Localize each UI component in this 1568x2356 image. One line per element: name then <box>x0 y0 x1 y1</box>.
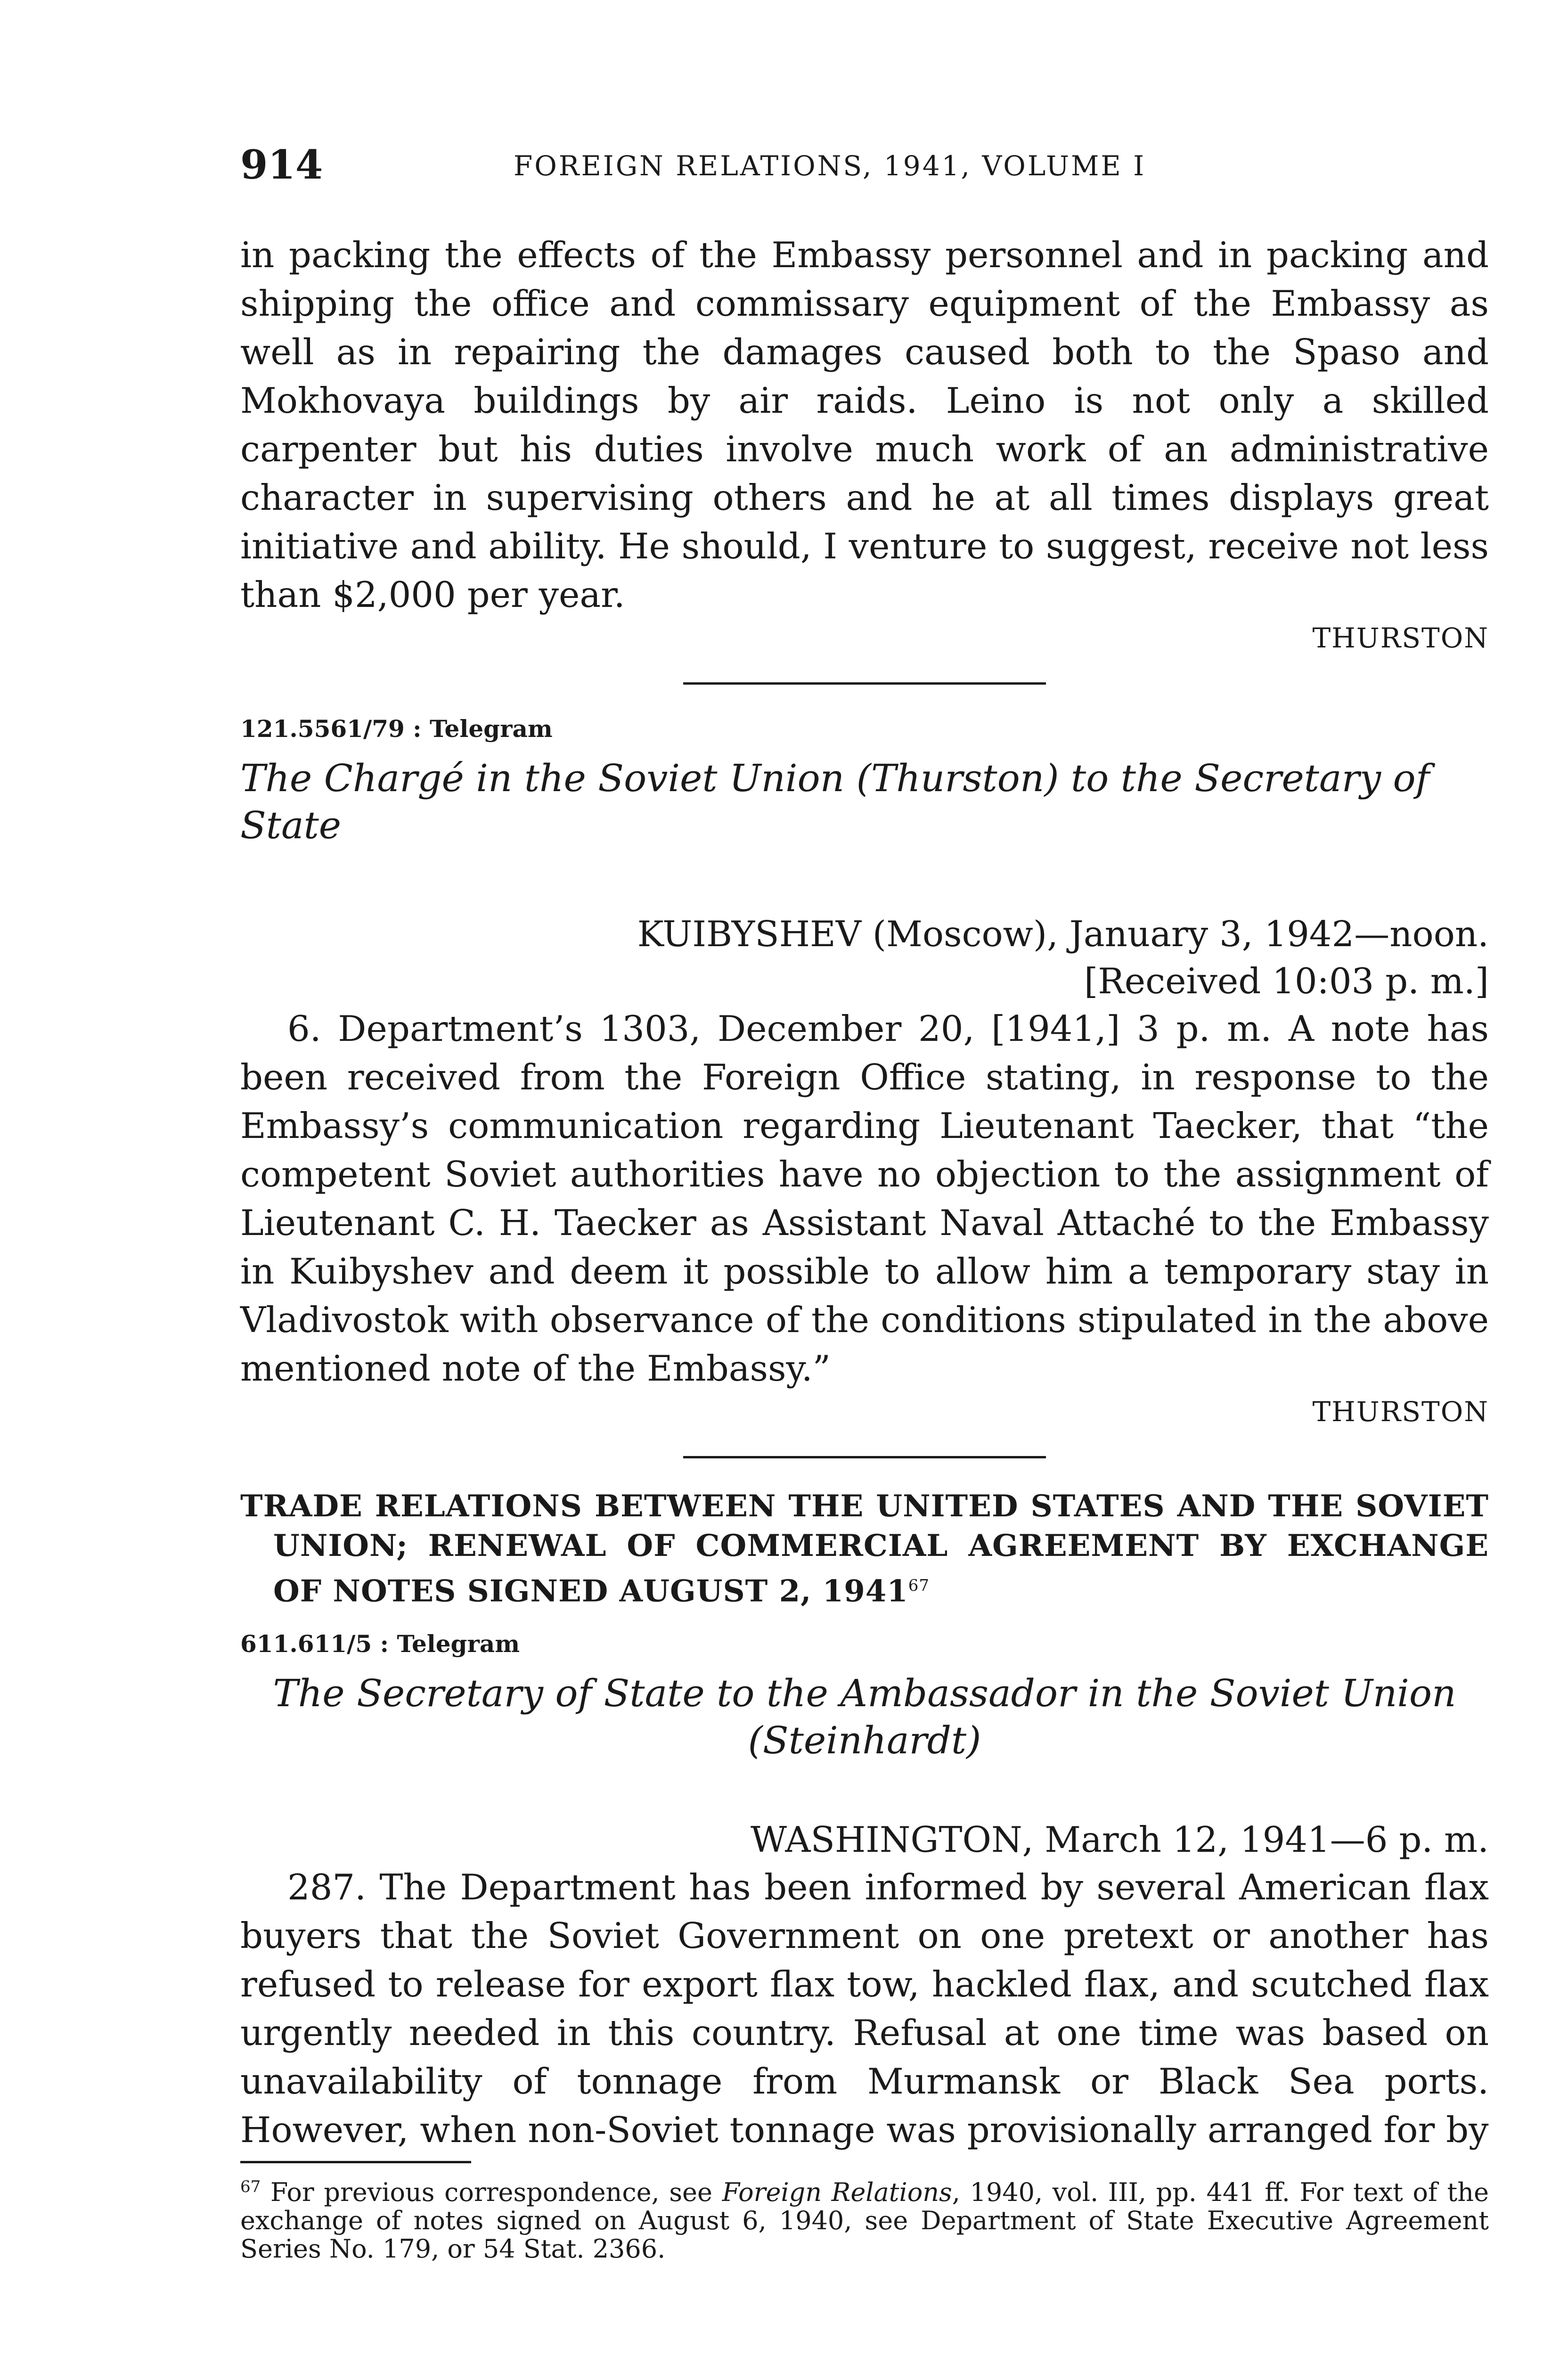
signature: THURSTON <box>1312 622 1489 654</box>
running-head <box>240 141 1489 193</box>
section-divider <box>683 1456 1046 1458</box>
file-reference: 611.611/5 : Telegram <box>240 1630 520 1658</box>
page-number: 914 <box>240 141 323 188</box>
running-title: FOREIGN RELATIONS, 1941, VOLUME I <box>514 150 1146 182</box>
footnote-divider <box>240 2161 471 2163</box>
dateline-date: , March 12, 1941—6 p. m. <box>1022 1819 1489 1861</box>
footnote <box>240 2173 1489 2263</box>
footnote-marker: 67 <box>240 2177 261 2197</box>
dateline-place: WASHINGTON <box>751 1819 1022 1861</box>
footnote-italic-title: Foreign Relations <box>722 2177 952 2208</box>
document-title: The Chargé in the Soviet Union (Thurston) to the Secretary of State <box>240 756 1430 847</box>
section-divider <box>683 682 1046 685</box>
dateline-date: (Moscow), January 3, 1942—noon. <box>861 913 1489 955</box>
telegram-body: 287. The Department has been informed by several American flax buyers that the Soviet Government on one pretext or another has refused to release for export flax tow, hackled flax, and scutched flax urgently needed in this country. Refusal at one time was based on unavailability of tonnage from Murmansk or Black Sea ports. However, when non-Soviet tonnage was provisionally arranged for by <box>240 1866 1489 2151</box>
main-column <box>240 231 1489 2263</box>
file-reference: 121.5561/79 : Telegram <box>240 715 553 743</box>
dateline <box>240 1816 1489 1863</box>
dateline-place: KUIBYSHEV <box>637 913 861 955</box>
telegram-body: 6. Department’s 1303, December 20, [1941,] 3 p. m. A note has been received from the Foreign Office stating, in response to the Embassy’s communication regarding Lieutenant Taecker, that “the competent Soviet authorities have no objection to the assignment of Lieutenant C. H. Taecker as Assistant Naval Attaché to the Embassy in Kuibyshev and deem it possible to allow him a temporary stay in Vladivostok with observance of the conditions stipulated in the above mentioned note of the Embassy.” <box>240 1008 1489 1389</box>
dateline <box>240 910 1489 957</box>
footnote-text-start: For previous correspondence, see <box>270 2177 722 2208</box>
footnote-reference: 67 <box>908 1576 930 1595</box>
signature: THURSTON <box>1312 1396 1489 1428</box>
section-heading <box>240 1487 1489 1611</box>
document-title <box>240 1670 1489 1764</box>
document-title-line2: (Steinhardt) <box>748 1718 981 1763</box>
section-heading-text: TRADE RELATIONS BETWEEN THE UNITED STATES AND THE SOVIET UNION; RENEWAL OF COMMERCIAL AGREEMENT BY EXCHANGE OF NOTES SIGNED AUGUST 2, 1941 <box>240 1489 1489 1609</box>
footnote-text-end: , 1940, vol. III, pp. 441 ff. For text of the exchange of notes signed on August 6, 1940, see Department of State Executive Agreement Series No. 179, or 54 Stat. 2366. <box>240 2177 1489 2264</box>
continuation-paragraph: in packing the effects of the Embassy personnel and in packing and shipping the office and commissary equipment of the Embassy as well as in repairing the damages caused both to the Spaso and Mokhovaya buildings by air raids. Leino is not only a skilled carpenter but his duties involve much work of an administrative character in supervising others and he at all times displays great initiative and ability. He should, I venture to suggest, receive not less than $2,000 per year. <box>240 234 1489 615</box>
document-title-line1: The Secretary of State to the Ambassador in the Soviet Union <box>273 1671 1456 1716</box>
received-line: [Received 10:03 p. m.] <box>1084 960 1489 1002</box>
